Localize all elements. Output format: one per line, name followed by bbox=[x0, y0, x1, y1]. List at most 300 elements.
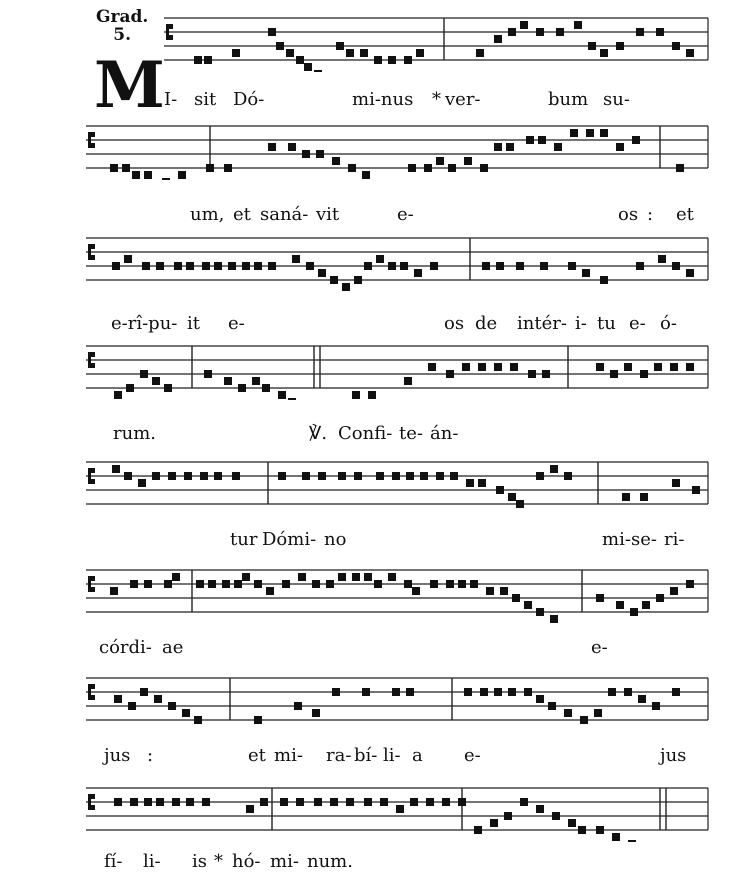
neume-note bbox=[564, 709, 572, 717]
neume-note bbox=[404, 580, 412, 588]
lyric-syllable: num. bbox=[307, 851, 353, 872]
neume-note bbox=[186, 798, 194, 806]
lyric-syllable: ℣. bbox=[309, 423, 328, 444]
neume-note bbox=[278, 391, 286, 399]
neume-note bbox=[536, 608, 544, 616]
neume-note bbox=[222, 580, 230, 588]
neume-note bbox=[246, 805, 254, 813]
neume-note bbox=[568, 819, 576, 827]
neume-note bbox=[548, 702, 556, 710]
neume-note bbox=[654, 363, 662, 371]
neume-note bbox=[376, 255, 384, 263]
neume-note bbox=[130, 580, 138, 588]
lyric-syllable: córdi- bbox=[99, 637, 152, 658]
lyric-syllable: mi- bbox=[602, 529, 631, 550]
lyric-syllable: saná- bbox=[260, 204, 309, 225]
lyric-syllable: mi-nus bbox=[352, 89, 414, 110]
neume-note bbox=[208, 580, 216, 588]
neume-note bbox=[196, 580, 204, 588]
neume-note bbox=[640, 493, 648, 501]
neume-note bbox=[332, 157, 340, 165]
neume-note bbox=[528, 370, 536, 378]
neume-note bbox=[400, 262, 408, 270]
neume-note bbox=[442, 798, 450, 806]
lyric-syllable: mi- bbox=[270, 851, 299, 872]
neume-note bbox=[266, 587, 274, 595]
neume-note bbox=[374, 580, 382, 588]
staff-5 bbox=[0, 456, 756, 516]
neume-note bbox=[168, 702, 176, 710]
lyric-syllable: : bbox=[647, 204, 654, 225]
neume-note bbox=[404, 56, 412, 64]
neume-note bbox=[478, 363, 486, 371]
neume-note bbox=[178, 171, 186, 179]
neume-note bbox=[346, 49, 354, 57]
neume-note bbox=[362, 688, 370, 696]
lyric-syllable: e- bbox=[629, 313, 646, 334]
neume-note bbox=[608, 688, 616, 696]
neume-note bbox=[380, 798, 388, 806]
neume-note bbox=[568, 262, 576, 270]
neume-note bbox=[332, 688, 340, 696]
neume-note bbox=[464, 688, 472, 696]
neume-note bbox=[296, 798, 304, 806]
neume-note bbox=[302, 472, 310, 480]
neume-note bbox=[124, 472, 132, 480]
staff-1 bbox=[0, 12, 756, 72]
neume-note bbox=[298, 573, 306, 581]
neume-note bbox=[296, 56, 304, 64]
neume-note bbox=[392, 688, 400, 696]
lyric-syllable: jus bbox=[104, 745, 131, 766]
neume-note bbox=[596, 363, 604, 371]
neume-note bbox=[318, 472, 326, 480]
neume-note bbox=[142, 262, 150, 270]
neume-note bbox=[636, 262, 644, 270]
neume-note bbox=[496, 486, 504, 494]
neume-note bbox=[130, 798, 138, 806]
neume-note bbox=[388, 56, 396, 64]
neume-note bbox=[622, 493, 630, 501]
neume-note bbox=[494, 688, 502, 696]
neume-note bbox=[686, 49, 694, 57]
lyric-syllable: li- bbox=[143, 851, 161, 872]
neume-note bbox=[224, 377, 232, 385]
lyric-syllable: jus bbox=[660, 745, 687, 766]
neume-note bbox=[574, 21, 582, 29]
neume-note bbox=[596, 594, 604, 602]
neume-note bbox=[612, 833, 620, 841]
neume-note bbox=[224, 164, 232, 172]
neume-note bbox=[556, 28, 564, 36]
neume-note bbox=[112, 465, 120, 473]
lyric-syllable: tu bbox=[597, 313, 616, 334]
neume-note bbox=[446, 580, 454, 588]
lyric-syllable: Dómi- bbox=[262, 529, 317, 550]
neume-note bbox=[428, 363, 436, 371]
neume-note bbox=[550, 465, 558, 473]
neume-note bbox=[474, 826, 482, 834]
neume-note bbox=[206, 164, 214, 172]
neume-note bbox=[508, 688, 516, 696]
lyric-syllable: * bbox=[432, 89, 441, 110]
neume-note bbox=[536, 28, 544, 36]
lyric-syllable: sit bbox=[194, 89, 217, 110]
neume-note bbox=[164, 384, 172, 392]
staff-3 bbox=[0, 232, 756, 292]
neume-note bbox=[526, 136, 534, 144]
neume-note bbox=[112, 262, 120, 270]
lyric-syllable: ó- bbox=[660, 313, 677, 334]
chant-genre: Grad. bbox=[96, 7, 149, 27]
lyric-syllable: et bbox=[676, 204, 694, 225]
neume-note bbox=[330, 798, 338, 806]
neume-note bbox=[346, 798, 354, 806]
neume-note bbox=[636, 28, 644, 36]
neume-note bbox=[182, 709, 190, 717]
lyric-syllable: rum. bbox=[113, 423, 156, 444]
lyric-syllable: mi- bbox=[274, 745, 303, 766]
neume-note bbox=[114, 391, 122, 399]
neume-note bbox=[412, 587, 420, 595]
neume-note bbox=[254, 580, 262, 588]
neume-note bbox=[656, 28, 664, 36]
lyric-syllable: li- bbox=[383, 745, 401, 766]
neume-note bbox=[252, 377, 260, 385]
lyric-syllable: Confi- bbox=[338, 423, 393, 444]
neume-note bbox=[638, 695, 646, 703]
neume-note bbox=[242, 573, 250, 581]
neume-note bbox=[314, 70, 322, 72]
neume-note bbox=[478, 479, 486, 487]
neume-note bbox=[242, 262, 250, 270]
neume-note bbox=[564, 472, 572, 480]
neume-note bbox=[174, 262, 182, 270]
lyric-syllable: ra- bbox=[326, 745, 352, 766]
neume-note bbox=[268, 143, 276, 151]
neume-note bbox=[162, 178, 170, 180]
neume-note bbox=[368, 391, 376, 399]
neume-note bbox=[408, 164, 416, 172]
initial-letter: M bbox=[94, 48, 165, 123]
neume-note bbox=[600, 129, 608, 137]
neume-note bbox=[364, 798, 372, 806]
neume-note bbox=[570, 129, 578, 137]
neume-note bbox=[672, 262, 680, 270]
neume-note bbox=[550, 615, 558, 623]
neume-note bbox=[536, 805, 544, 813]
neume-note bbox=[338, 472, 346, 480]
lyric-syllable: intér- bbox=[517, 313, 567, 334]
neume-note bbox=[582, 269, 590, 277]
lyric-syllable: se- bbox=[631, 529, 657, 550]
neume-note bbox=[512, 594, 520, 602]
neume-note bbox=[508, 493, 516, 501]
neume-note bbox=[352, 573, 360, 581]
neume-note bbox=[686, 363, 694, 371]
neume-note bbox=[204, 56, 212, 64]
neume-note bbox=[494, 143, 502, 151]
staff-8 bbox=[0, 782, 756, 842]
neume-note bbox=[594, 709, 602, 717]
lyric-syllable: ae bbox=[162, 637, 184, 658]
neume-note bbox=[516, 262, 524, 270]
neume-note bbox=[480, 688, 488, 696]
lyric-syllable: án- bbox=[430, 423, 459, 444]
neume-note bbox=[144, 798, 152, 806]
neume-note bbox=[110, 164, 118, 172]
neume-note bbox=[686, 580, 694, 588]
neume-note bbox=[342, 283, 350, 291]
neume-note bbox=[658, 255, 666, 263]
lyric-syllable: e-rî-pu- bbox=[111, 313, 178, 334]
lyrics-line-7 bbox=[0, 746, 756, 770]
neume-note bbox=[200, 472, 208, 480]
neume-note bbox=[538, 136, 546, 144]
neume-note bbox=[140, 370, 148, 378]
lyric-syllable: bí- bbox=[354, 745, 378, 766]
neume-note bbox=[490, 819, 498, 827]
neume-note bbox=[376, 472, 384, 480]
neume-note bbox=[110, 587, 118, 595]
lyric-syllable: : bbox=[147, 745, 154, 766]
neume-note bbox=[504, 812, 512, 820]
neume-note bbox=[692, 486, 700, 494]
neume-note bbox=[364, 262, 372, 270]
neume-note bbox=[506, 143, 514, 151]
neume-note bbox=[494, 363, 502, 371]
neume-note bbox=[652, 702, 660, 710]
neume-note bbox=[228, 262, 236, 270]
neume-note bbox=[168, 472, 176, 480]
neume-note bbox=[202, 262, 210, 270]
neume-note bbox=[202, 798, 210, 806]
neume-note bbox=[214, 472, 222, 480]
neume-note bbox=[410, 798, 418, 806]
neume-note bbox=[496, 262, 504, 270]
neume-note bbox=[524, 601, 532, 609]
lyric-syllable: * bbox=[214, 851, 223, 872]
neume-note bbox=[516, 500, 524, 508]
neume-note bbox=[670, 363, 678, 371]
neume-note bbox=[388, 573, 396, 581]
neume-note bbox=[396, 805, 404, 813]
neume-note bbox=[260, 798, 268, 806]
neume-note bbox=[436, 472, 444, 480]
neume-note bbox=[616, 601, 624, 609]
neume-note bbox=[172, 798, 180, 806]
neume-note bbox=[540, 262, 548, 270]
lyric-syllable: is bbox=[192, 851, 207, 872]
neume-note bbox=[464, 157, 472, 165]
neume-note bbox=[508, 28, 516, 36]
neume-note bbox=[172, 573, 180, 581]
neume-note bbox=[632, 136, 640, 144]
lyric-syllable: a bbox=[412, 745, 423, 766]
neume-note bbox=[276, 42, 284, 50]
neume-note bbox=[624, 363, 632, 371]
lyrics-line-1 bbox=[0, 90, 756, 114]
chant-mode: 5. bbox=[113, 25, 132, 45]
lyric-syllable: e- bbox=[591, 637, 608, 658]
neume-note bbox=[524, 688, 532, 696]
neume-note bbox=[586, 129, 594, 137]
neume-note bbox=[656, 594, 664, 602]
neume-note bbox=[552, 812, 560, 820]
neume-note bbox=[338, 573, 346, 581]
neume-note bbox=[214, 262, 222, 270]
lyric-syllable: os bbox=[618, 204, 639, 225]
lyric-syllable: e- bbox=[228, 313, 245, 334]
neume-note bbox=[132, 171, 140, 179]
neume-note bbox=[480, 164, 488, 172]
lyric-syllable: et bbox=[248, 745, 266, 766]
neume-note bbox=[554, 143, 562, 151]
neume-note bbox=[126, 384, 134, 392]
neume-note bbox=[278, 472, 286, 480]
neume-note bbox=[686, 269, 694, 277]
neume-note bbox=[374, 56, 382, 64]
lyric-syllable: de bbox=[475, 313, 498, 334]
neume-note bbox=[262, 384, 270, 392]
neume-note bbox=[520, 798, 528, 806]
neume-note bbox=[426, 798, 434, 806]
neume-note bbox=[194, 716, 202, 724]
lyric-syllable: et bbox=[233, 204, 251, 225]
neume-note bbox=[318, 269, 326, 277]
neume-note bbox=[194, 56, 202, 64]
neume-note bbox=[354, 276, 362, 284]
neume-note bbox=[312, 709, 320, 717]
lyrics-line-2 bbox=[0, 205, 756, 229]
neume-note bbox=[360, 49, 368, 57]
lyric-syllable: Dó- bbox=[233, 89, 265, 110]
neume-note bbox=[254, 716, 262, 724]
neume-note bbox=[466, 479, 474, 487]
neume-note bbox=[268, 262, 276, 270]
neume-note bbox=[406, 472, 414, 480]
neume-note bbox=[430, 262, 438, 270]
lyric-syllable: hó- bbox=[232, 851, 261, 872]
neume-note bbox=[312, 580, 320, 588]
neume-note bbox=[144, 580, 152, 588]
neume-note bbox=[254, 262, 262, 270]
neume-note bbox=[616, 143, 624, 151]
lyric-syllable: vit bbox=[316, 204, 340, 225]
lyrics-line-3 bbox=[0, 314, 756, 338]
lyric-syllable: te- bbox=[399, 423, 423, 444]
neume-note bbox=[420, 472, 428, 480]
lyric-syllable: tur bbox=[230, 529, 258, 550]
neume-note bbox=[596, 826, 604, 834]
neume-note bbox=[536, 472, 544, 480]
neume-note bbox=[542, 370, 550, 378]
neume-note bbox=[624, 688, 632, 696]
neume-note bbox=[414, 269, 422, 277]
neume-note bbox=[600, 49, 608, 57]
neume-note bbox=[330, 276, 338, 284]
neume-note bbox=[672, 688, 680, 696]
neume-note bbox=[138, 479, 146, 487]
neume-note bbox=[482, 262, 490, 270]
neume-note bbox=[280, 798, 288, 806]
neume-note bbox=[500, 587, 508, 595]
neume-note bbox=[288, 398, 296, 400]
neume-note bbox=[304, 63, 312, 71]
neume-note bbox=[140, 688, 148, 696]
neume-note bbox=[536, 695, 544, 703]
lyric-syllable: um, bbox=[190, 204, 225, 225]
neume-note bbox=[436, 157, 444, 165]
neume-note bbox=[630, 608, 638, 616]
neume-note bbox=[156, 798, 164, 806]
staff-7 bbox=[0, 672, 756, 732]
neume-note bbox=[670, 587, 678, 595]
neume-note bbox=[458, 798, 466, 806]
neume-note bbox=[314, 798, 322, 806]
neume-note bbox=[354, 472, 362, 480]
neume-note bbox=[470, 580, 478, 588]
neume-note bbox=[494, 35, 502, 43]
staff-6 bbox=[0, 564, 756, 624]
neume-note bbox=[448, 164, 456, 172]
neume-note bbox=[600, 276, 608, 284]
neume-note bbox=[672, 479, 680, 487]
neume-note bbox=[204, 370, 212, 378]
neume-note bbox=[294, 702, 302, 710]
lyric-syllable: e- bbox=[397, 204, 414, 225]
neume-note bbox=[628, 840, 636, 842]
neume-note bbox=[406, 688, 414, 696]
neume-note bbox=[114, 695, 122, 703]
neume-note bbox=[124, 255, 132, 263]
neume-note bbox=[292, 255, 300, 263]
neume-note bbox=[114, 798, 122, 806]
neume-note bbox=[288, 143, 296, 151]
staff-2 bbox=[0, 120, 756, 180]
neume-note bbox=[388, 262, 396, 270]
lyric-syllable: bum bbox=[548, 89, 589, 110]
neume-note bbox=[578, 826, 586, 834]
neume-note bbox=[510, 363, 518, 371]
neume-note bbox=[282, 580, 290, 588]
neume-note bbox=[156, 262, 164, 270]
neume-note bbox=[392, 472, 400, 480]
neume-note bbox=[286, 49, 294, 57]
neume-note bbox=[676, 164, 684, 172]
neume-note bbox=[348, 164, 356, 172]
lyric-syllable: ver- bbox=[445, 89, 481, 110]
neume-note bbox=[476, 49, 484, 57]
neume-note bbox=[234, 580, 242, 588]
neume-note bbox=[430, 580, 438, 588]
neume-note bbox=[232, 49, 240, 57]
neume-note bbox=[610, 370, 618, 378]
neume-note bbox=[424, 164, 432, 172]
neume-note bbox=[326, 580, 334, 588]
lyric-syllable: ri- bbox=[664, 529, 685, 550]
lyric-syllable: i- bbox=[575, 313, 587, 334]
neume-note bbox=[306, 262, 314, 270]
neume-note bbox=[164, 580, 172, 588]
staff-4 bbox=[0, 340, 756, 400]
lyric-syllable: os bbox=[444, 313, 465, 334]
neume-note bbox=[122, 164, 130, 172]
neume-note bbox=[268, 28, 276, 36]
lyric-syllable: fí- bbox=[104, 851, 123, 872]
lyric-syllable: no bbox=[324, 529, 347, 550]
neume-note bbox=[152, 377, 160, 385]
